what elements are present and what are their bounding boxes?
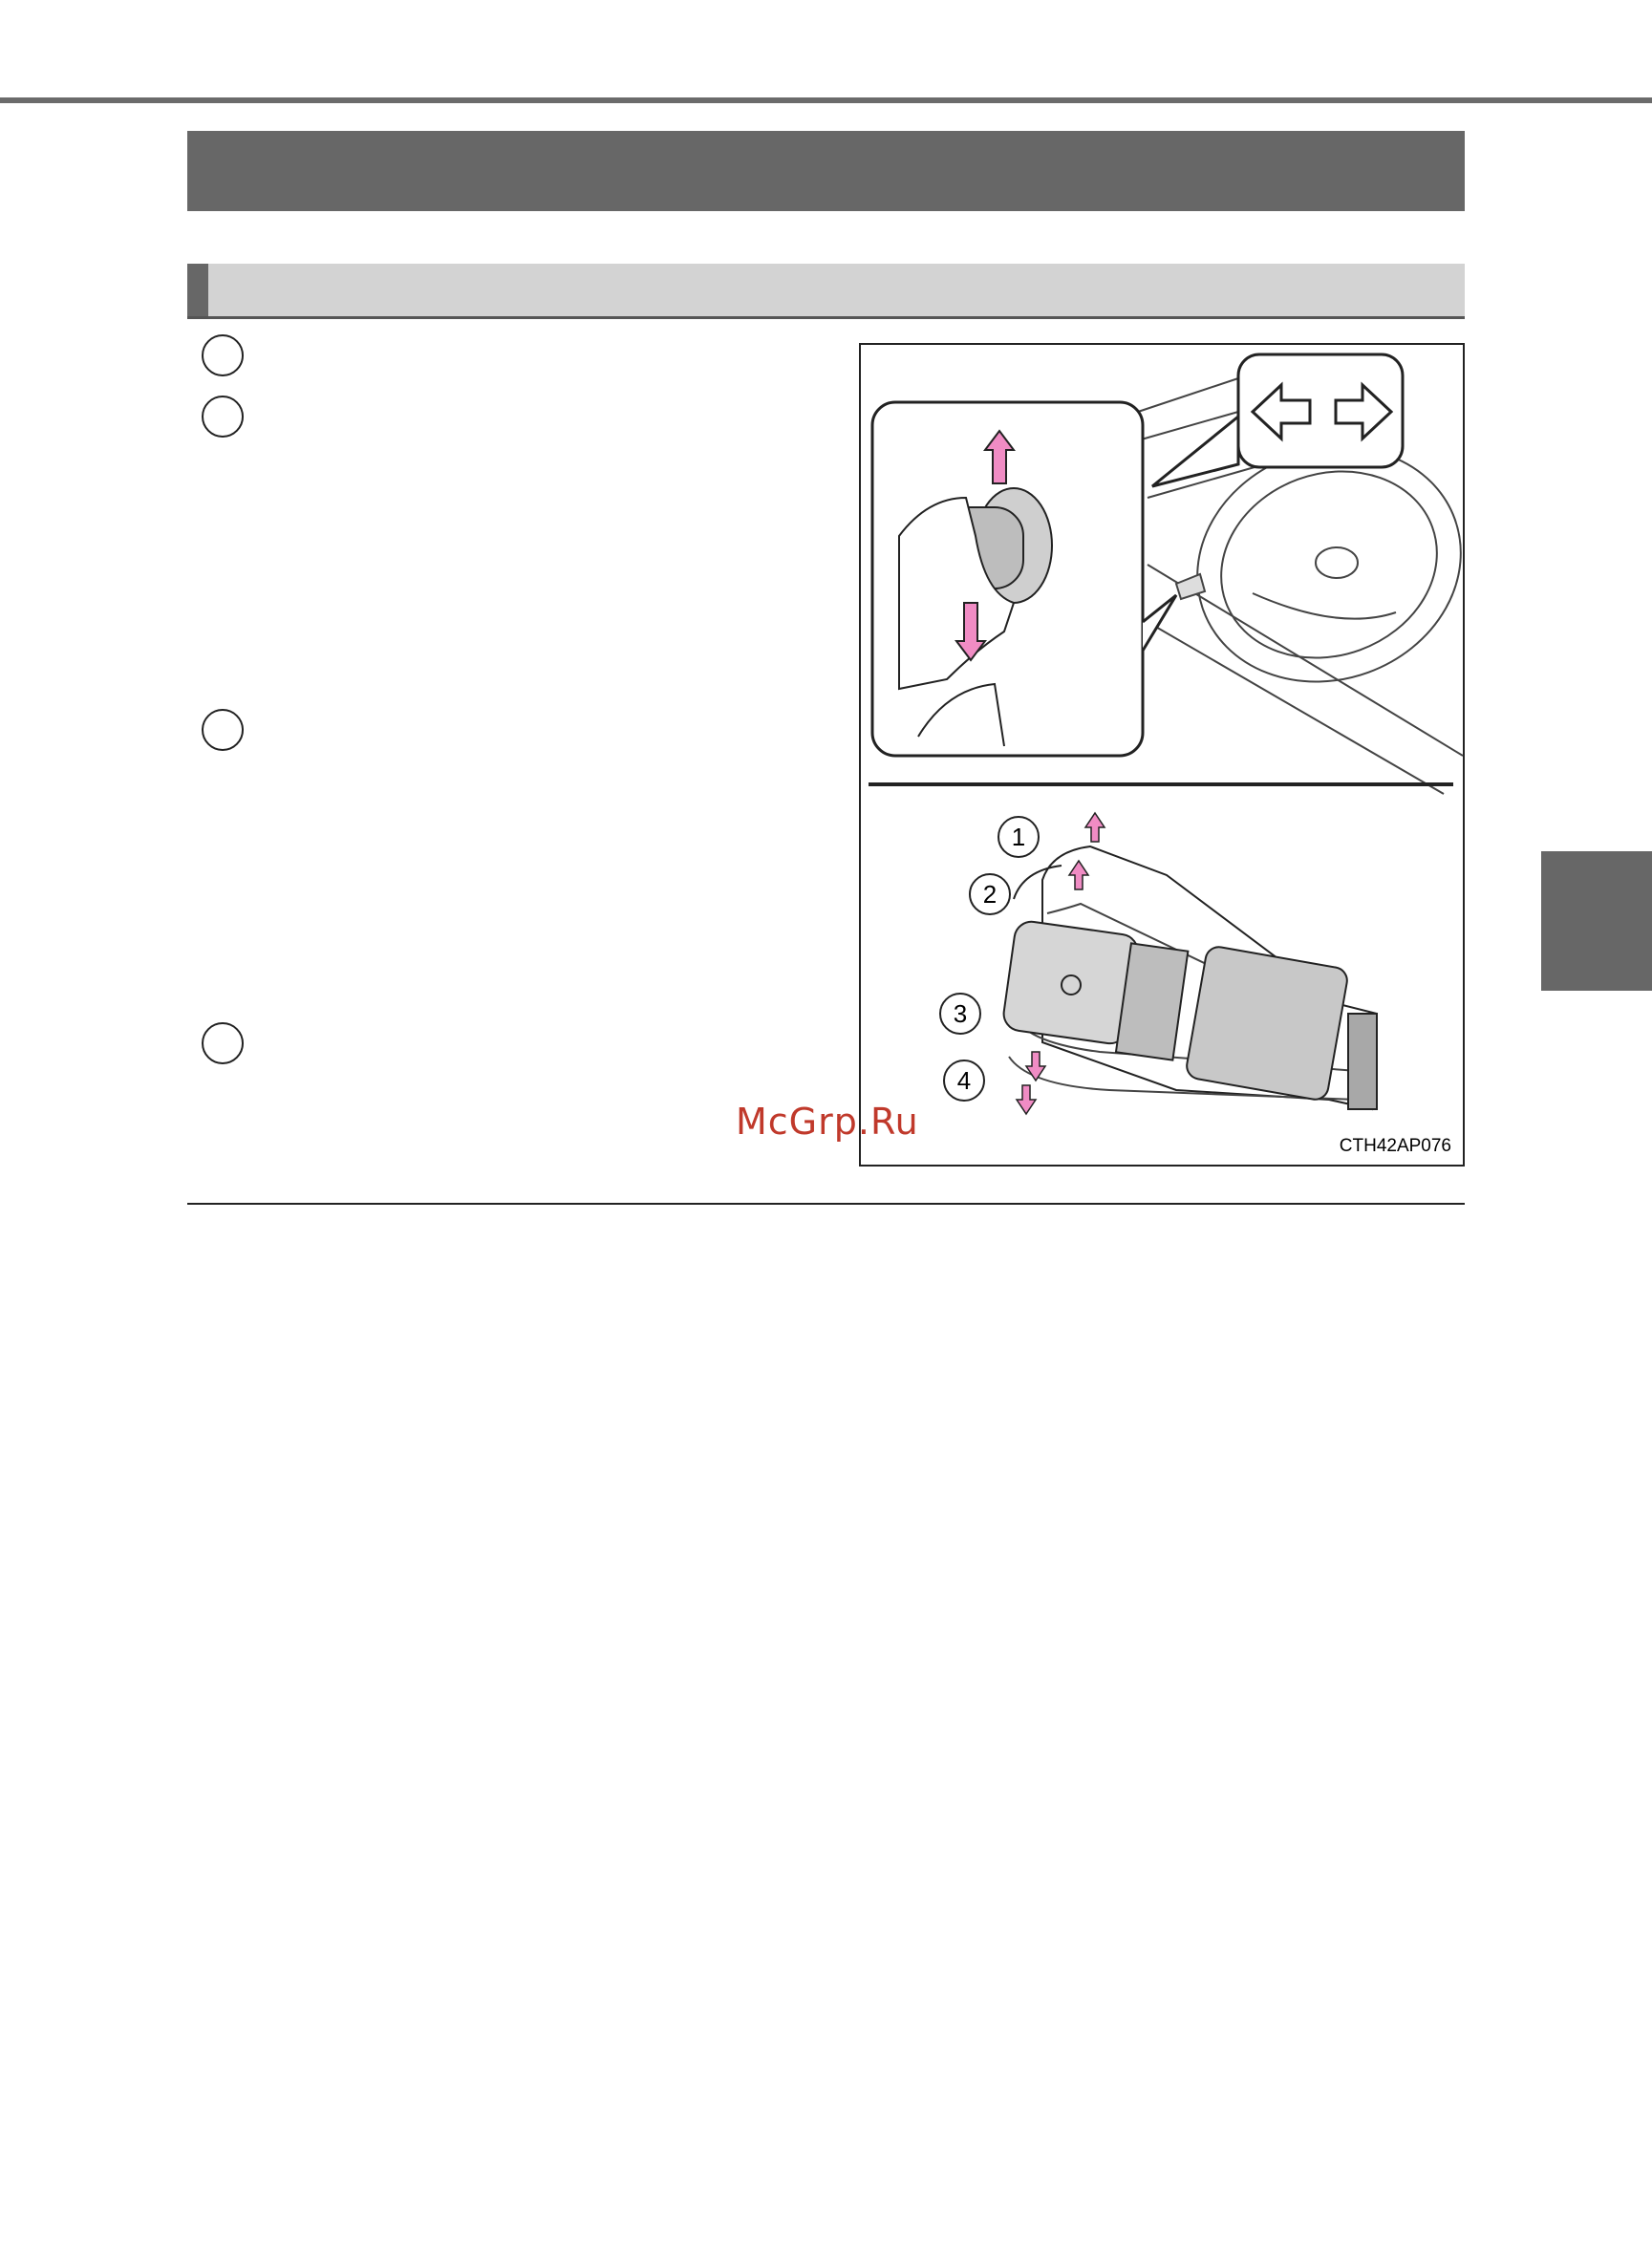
step-marker-2 <box>202 396 244 438</box>
top-rule <box>0 97 1652 103</box>
turn-arrows-panel <box>1152 354 1403 486</box>
callout-2-label: 2 <box>982 880 998 909</box>
down-arrow-4-icon <box>1017 1085 1036 1114</box>
subsection-heading-bar <box>187 264 1465 319</box>
chapter-side-tab <box>1541 851 1652 991</box>
headlight-lever-figure <box>859 343 1465 1167</box>
figure-code: CTH42AP076 <box>1339 1136 1451 1156</box>
up-arrow-1-icon <box>1085 813 1105 842</box>
step-marker-4 <box>202 1022 244 1064</box>
step-marker-3 <box>202 709 244 751</box>
subsection-heading-marker <box>187 264 208 316</box>
hand-on-lever-inset <box>872 402 1176 756</box>
step-marker-1 <box>202 334 244 376</box>
figure-divider <box>869 782 1453 786</box>
down-arrow-3-icon <box>1026 1052 1045 1081</box>
lever-detail <box>940 813 1377 1114</box>
callout-4-label: 4 <box>956 1066 972 1095</box>
callout-1-label: 1 <box>1011 823 1026 851</box>
section-title-bar <box>187 131 1465 211</box>
watermark: McGrp.Ru <box>736 1101 919 1143</box>
section-end-rule <box>187 1203 1465 1205</box>
callout-3-label: 3 <box>953 999 968 1028</box>
figure-illustration <box>861 345 1467 1168</box>
